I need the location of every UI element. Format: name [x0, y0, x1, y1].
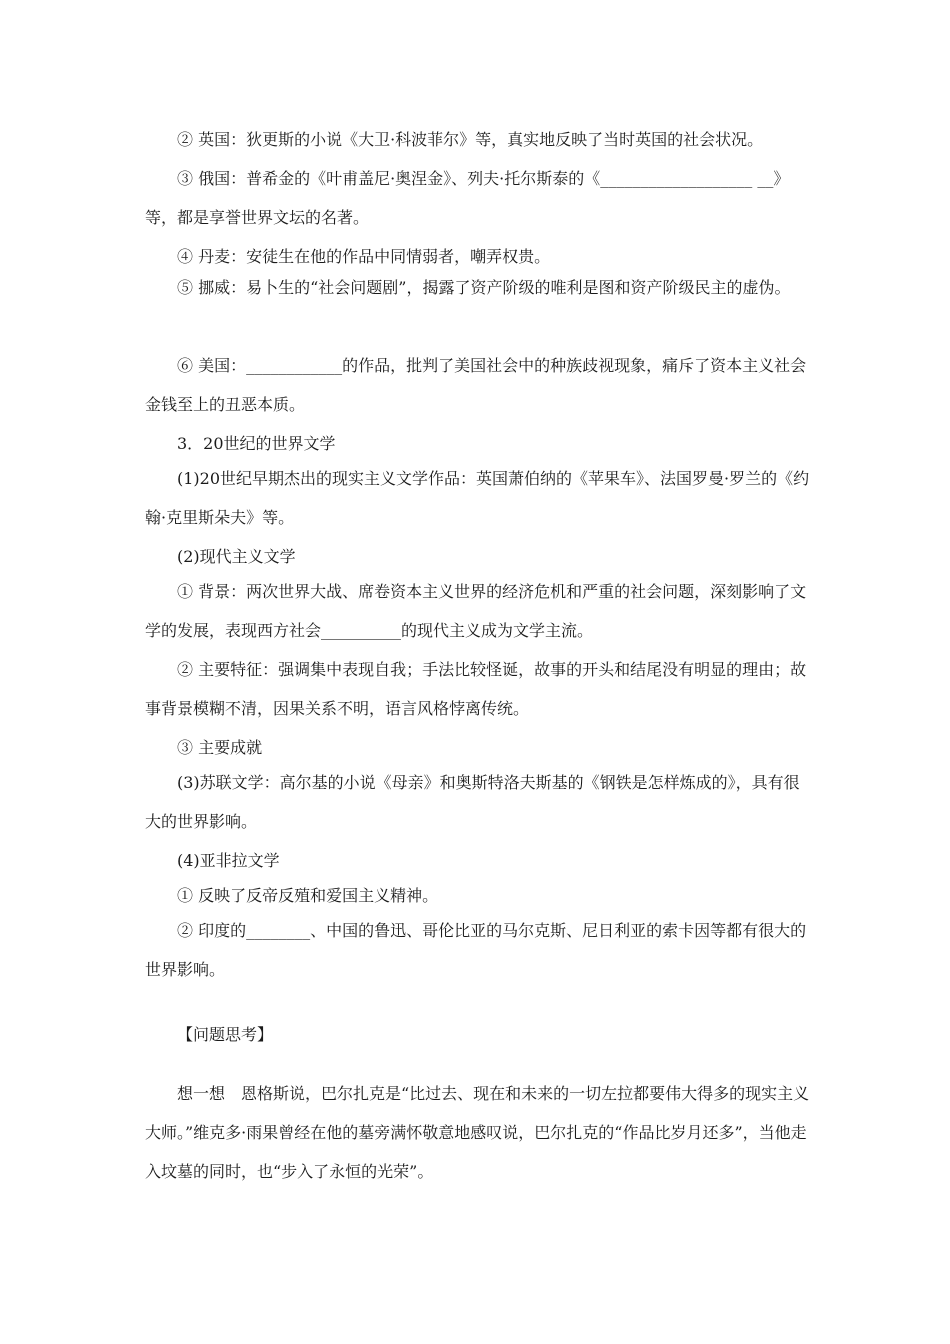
paragraph-russia: ③ 俄国：普希金的《叶甫盖尼·奥涅金》、列夫·托尔斯泰的《___________________ __》等，都是享誉世界文坛的名著。 — [145, 169, 790, 227]
paragraph-anti-imperialism: ① 反映了反帝反殖和爱国主义精神。 — [177, 886, 439, 905]
subheading-modernism: (2)现代主义文学 — [177, 547, 296, 566]
section-heading-20th-century: 3．20世纪的世界文学 — [177, 434, 336, 453]
section-heading-question: 【问题思考】 — [177, 1025, 274, 1044]
paragraph-britain: ② 英国：狄更斯的小说《大卫·科波菲尔》等，真实地反映了当时英国的社会状况。 — [177, 130, 764, 149]
paragraph-features: ② 主要特征：强调集中表现自我；手法比较怪诞，故事的开头和结尾没有明显的理由；故事背景模糊不清，因果关系不明，语言风格悖离传统。 — [145, 660, 807, 718]
paragraph-background: ① 背景：两次世界大战、席卷资本主义世界的经济危机和严重的社会问题，深刻影响了文学的发展，表现西方社会__________的现代主义成为文学主流。 — [145, 582, 807, 640]
paragraph-soviet-literature: (3)苏联文学：高尔基的小说《母亲》和奥斯特洛夫斯基的《钢铁是怎样炼成的》，具有很大的世界影响。 — [145, 773, 800, 831]
paragraph-india-china: ② 印度的________、中国的鲁迅、哥伦比亚的马尔克斯、尼日利亚的索卡因等都有很大的世界影响。 — [145, 921, 807, 979]
subheading-asia-africa-latin: (4)亚非拉文学 — [177, 851, 280, 870]
paragraph-early-realism: (1)20世纪早期杰出的现实主义文学作品：英国萧伯纳的《苹果车》、法国罗曼·罗兰的《约翰·克里斯朵夫》等。 — [145, 469, 810, 527]
paragraph-denmark: ④ 丹麦：安徒生在他的作品中同情弱者，嘲弄权贵。 — [177, 247, 551, 266]
paragraph-achievements: ③ 主要成就 — [177, 738, 263, 757]
paragraph-think: 想一想 恩格斯说，巴尔扎克是“比过去、现在和未来的一切左拉都要伟大得多的现实主义大师。”维克多·雨果曾经在他的墓旁满怀敬意地感叹说，巴尔扎克的“作品比岁月还多”，当他走入坟墓的同时，也“步入了永恒的光荣”。 — [145, 1084, 810, 1181]
paragraph-norway: ⑤ 挪威：易卜生的“社会问题剧”，揭露了资产阶级的唯利是图和资产阶级民主的虚伪。 — [177, 278, 791, 297]
paragraph-usa: ⑥ 美国：____________的作品，批判了美国社会中的种族歧视现象，痛斥了资本主义社会金钱至上的丑恶本质。 — [145, 356, 807, 414]
